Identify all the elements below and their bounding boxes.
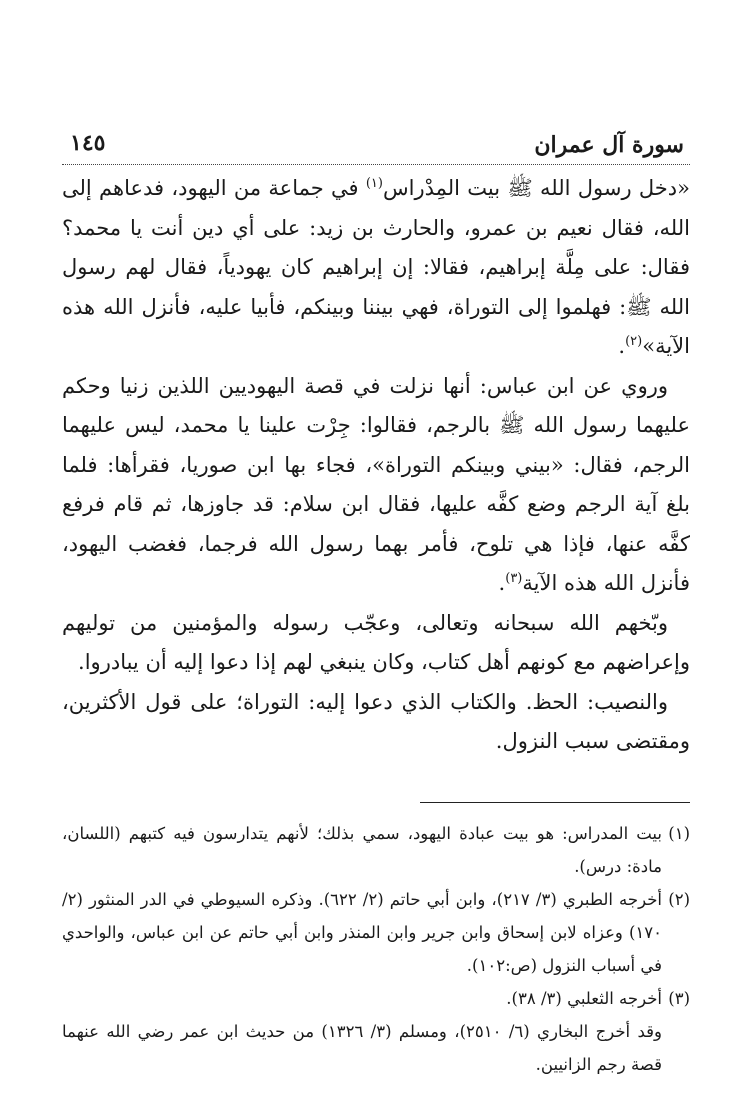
surah-title: سورة آل عمران: [534, 132, 684, 158]
paragraph-1: [62, 169, 690, 367]
paragraph-2: [62, 367, 690, 604]
footnote-ref-1: (١): [365, 176, 383, 191]
paragraph-1-text: «دخل رسول الله ﷺ بيت المِدْراس: [382, 176, 690, 200]
footnote-text: أخرجه الثعلبي (٣/ ٣٨).: [506, 988, 662, 1008]
footnotes: [62, 817, 690, 1081]
footnote-ref-2: (٢): [625, 334, 643, 349]
footnote-number: (٢): [668, 889, 690, 909]
footnote-1: [62, 817, 690, 883]
paragraph-1-rest: في جماعة من اليهود، فدعاهم إلى الله، فقال نعيم بن عمرو، والحارث بن زيد: على أي دين أنت يا محمد؟ فقال: على مِلَّة إبراهيم، فقالا: إن إبراهيم كان يهودياً، فقال لهم رسول الله ﷺ: فهلموا إلى التوراة، فهي بيننا وبينكم، فأبيا عليه، فأنزل الله هذه الآية»: [62, 176, 690, 358]
paragraph-3: وبّخهم الله سبحانه وتعالى، وعجّب رسوله والمؤمنين من توليهم وإعراضهم مع كونهم أهل كتاب، وكان ينبغي لهم إذا دعوا إليه أن يبادروا.: [62, 610, 690, 674]
footnote-2: [62, 883, 690, 982]
footnote-3: [62, 982, 690, 1015]
footnote-text: بيت المدراس: هو بيت عبادة اليهود، سمي بذلك؛ لأنهم يتدارسون فيه كتبهم (اللسان، مادة: درس).: [62, 823, 662, 876]
paragraph-1-end: .: [618, 334, 626, 358]
footnote-3-continuation: وقد أخرج البخاري (٦/ ٢٥١٠)، ومسلم (٣/ ١٣٢٦) من حديث ابن عمر رضي الله عنهما قصة رجم الزانيين.: [62, 1021, 662, 1074]
footnote-divider: [420, 802, 690, 803]
footnote-number: (٣): [668, 988, 690, 1008]
footnote-text: أخرجه الطبري (٣/ ٢١٧)، وابن أبي حاتم (٢/ ٦٢٢). وذكره السيوطي في الدر المنثور (٢/ ١٧٠) وعزاه لابن إسحاق وابن جرير وابن المنذر وابن أبي حاتم عن ابن عباس، والواحدي في أسباب النزول (ص:١٠٢).: [62, 889, 662, 975]
footnote-number: (١): [668, 823, 690, 843]
main-text: [62, 169, 690, 762]
paragraph-2-end: .: [498, 571, 506, 595]
footnote-ref-3: (٣): [505, 571, 523, 586]
paragraph-4: والنصيب: الحظ. والكتاب الذي دعوا إليه: التوراة؛ على قول الأكثرين، ومقتضى سبب النزول.: [62, 689, 690, 753]
page-header: [62, 128, 690, 165]
page-number: ١٤٥: [70, 130, 106, 156]
book-page: [62, 128, 690, 1081]
paragraph-2-text: وروي عن ابن عباس: أنها نزلت في قصة اليهوديين اللذين زنيا وحكم عليهما رسول الله ﷺ بالرجم، فقالوا: جِرْت علينا يا محمد، ليس عليهما الرجم، فقال: «بيني وبينكم التوراة»، فجاء بها ابن صوريا، فقرأها: فلما بلغ آية الرجم وضع كفَّه عليها، فقال ابن سلام: قد جاوزها، ثم قام فرفع كفَّه عنها، فإذا هي تلوح، فأمر بهما رسول الله فرجما، فغضب اليهود، فأنزل الله هذه الآية: [62, 373, 690, 595]
